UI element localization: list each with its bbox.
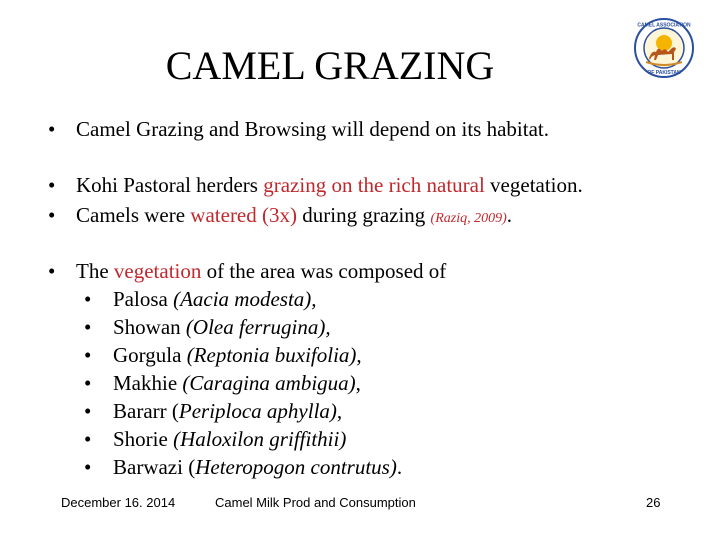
bullet-mark: • bbox=[84, 427, 92, 451]
plant-item bbox=[84, 314, 331, 340]
citation: (Raziq, 2009) bbox=[430, 211, 507, 226]
bullet-herders bbox=[48, 172, 583, 198]
svg-text:CAMEL ASSOCIATION: CAMEL ASSOCIATION bbox=[637, 22, 691, 29]
plant-name: Makhie bbox=[113, 371, 183, 395]
bullet-text: of the area was composed of bbox=[201, 259, 447, 283]
slide-title: CAMEL GRAZING bbox=[165, 43, 495, 88]
plant-punct: , bbox=[355, 371, 361, 395]
plant-scientific-name: (Haloxilon griffithii) bbox=[173, 427, 347, 451]
plant-item bbox=[84, 370, 361, 396]
bullet-vegetation bbox=[48, 258, 446, 284]
plant-name: Palosa bbox=[113, 287, 174, 311]
plant-item bbox=[84, 342, 362, 368]
plant-name: Barwazi ( bbox=[113, 455, 196, 479]
plant-item bbox=[84, 454, 402, 480]
plant-name: Showan bbox=[113, 315, 186, 339]
svg-text:OF PAKISTAN: OF PAKISTAN bbox=[647, 70, 681, 76]
bullet-text: . bbox=[506, 203, 513, 227]
highlight-text: watered (3x) bbox=[190, 203, 297, 227]
footer-title: Camel Milk Prod and Consumption bbox=[215, 495, 416, 510]
bullet-mark: • bbox=[84, 371, 92, 395]
bullet-mark: • bbox=[48, 203, 56, 227]
page-number: 26 bbox=[646, 495, 661, 510]
plant-item bbox=[84, 398, 342, 424]
plant-scientific-name: Heteropogon contrutus) bbox=[195, 455, 397, 479]
bullet-mark: • bbox=[84, 315, 92, 339]
bullet-mark: • bbox=[84, 399, 92, 423]
bullet-mark: • bbox=[48, 173, 56, 197]
plant-name: Gorgula bbox=[113, 343, 187, 367]
footer-date: December 16. 2014 bbox=[61, 495, 176, 510]
bullet-habitat bbox=[48, 116, 549, 142]
plant-name: Bararr ( bbox=[113, 399, 179, 423]
plant-scientific-name: (Caragina ambigua) bbox=[182, 371, 356, 395]
highlight-text: grazing on the rich natural bbox=[263, 173, 485, 197]
plant-punct: . bbox=[396, 455, 403, 479]
plant-scientific-name: Periploca aphylla) bbox=[178, 399, 337, 423]
plant-scientific-name: (Aacia modesta), bbox=[173, 287, 317, 311]
bullet-mark: • bbox=[48, 117, 56, 141]
plant-punct: , bbox=[336, 399, 343, 423]
plant-punct: , bbox=[356, 343, 362, 367]
bullet-mark: • bbox=[84, 287, 92, 311]
bullet-text: during grazing bbox=[297, 203, 431, 227]
bullet-mark: • bbox=[84, 455, 92, 479]
bullet-watering bbox=[48, 202, 512, 232]
plant-item bbox=[84, 286, 317, 312]
plant-name: Shorie bbox=[113, 427, 174, 451]
bullet-text: Camel Grazing and Browsing will depend on its habitat. bbox=[76, 117, 549, 141]
bullet-text: vegetation. bbox=[484, 173, 583, 197]
bullet-mark: • bbox=[84, 343, 92, 367]
plant-scientific-name: (Olea ferrugina), bbox=[185, 315, 331, 339]
bullet-text: Kohi Pastoral herders bbox=[76, 173, 264, 197]
plant-item bbox=[84, 426, 346, 452]
highlight-text: vegetation bbox=[113, 259, 202, 283]
bullet-text: Camels were bbox=[76, 203, 191, 227]
camel-association-logo bbox=[634, 18, 694, 78]
plant-scientific-name: (Reptonia buxifolia) bbox=[186, 343, 357, 367]
bullet-mark: • bbox=[48, 259, 56, 283]
bullet-text: The bbox=[76, 259, 114, 283]
